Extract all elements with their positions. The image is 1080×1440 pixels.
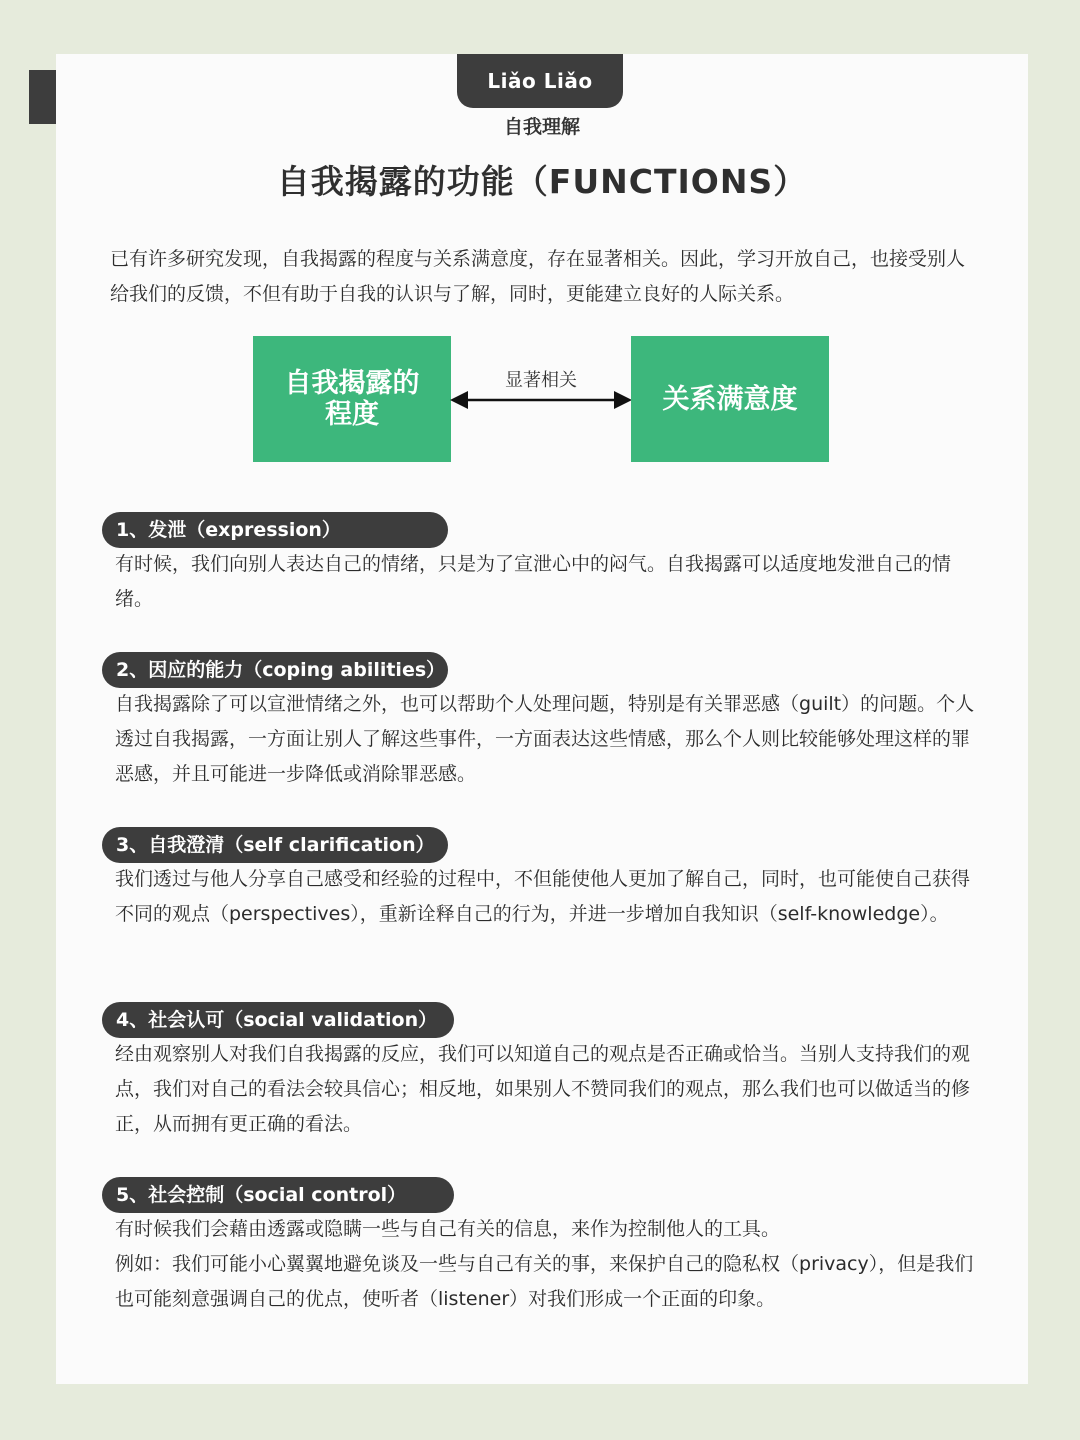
content-card: [56, 54, 1028, 1384]
page-title: 自我揭露的功能（FUNCTIONS）: [276, 162, 808, 201]
diagram-box-disclosure-line2: 程度: [325, 399, 379, 430]
section-paragraph: 有时候，我们向别人表达自己的情绪，只是为了宣泄心中的闷气。自我揭露可以适度地发泄自己的情绪。: [115, 553, 952, 610]
diagram-box-relationship-satisfaction: 关系满意度: [631, 336, 829, 462]
brand-logo: Liǎo Liǎo: [457, 54, 623, 108]
double-arrow-icon: [448, 388, 634, 412]
diagram-arrow-label: 显著相关: [505, 370, 577, 391]
section-paragraph: 经由观察别人对我们自我揭露的反应，我们可以知道自己的观点是否正确或恰当。当别人支持我们的观点，我们对自己的看法会较具信心；相反地，如果别人不赞同我们的观点，那么我们也可以做适当的修正，从而拥有更正确的看法。: [115, 1043, 971, 1135]
section-paragraph: 例如：我们可能小心翼翼地避免谈及一些与自己有关的事，来保护自己的隐私权（privacy），但是我们也可能刻意强调自己的优点，使听者（listener）对我们形成一个正面的印象。: [115, 1253, 974, 1310]
intro-paragraph: 已有许多研究发现，自我揭露的程度与关系满意度，存在显著相关。因此，学习开放自己，也接受别人给我们的反馈，不但有助于自我的认识与了解，同时，更能建立良好的人际关系。: [110, 248, 966, 305]
diagram-box-disclosure-degree: [253, 336, 451, 462]
side-tab-decoration: [29, 70, 56, 124]
category-label: 自我理解: [503, 116, 580, 138]
section-body-self-clarification: [115, 862, 977, 932]
diagram-box-disclosure-line1: 自我揭露的: [284, 368, 420, 399]
section-heading-coping-abilities: 2、因应的能力（coping abilities）: [102, 652, 448, 688]
section-heading-expression: 1、发泄（expression）: [102, 512, 448, 548]
section-heading-social-control: 5、社会控制（social control）: [102, 1177, 454, 1213]
section-paragraph: 自我揭露除了可以宣泄情绪之外，也可以帮助个人处理问题，特别是有关罪恶感（guilt）的问题。个人透过自我揭露，一方面让别人了解这些事件，一方面表达这些情感，那么个人则比较能够处理这样的罪恶感，并且可能进一步降低或消除罪恶感。: [115, 693, 975, 785]
section-paragraph: 有时候我们会藉由透露或隐瞒一些与自己有关的信息，来作为控制他人的工具。: [115, 1218, 781, 1240]
section-paragraph: 我们透过与他人分享自己感受和经验的过程中，不但能使他人更加了解自己，同时，也可能使自己获得不同的观点（perspectives），重新诠释自己的行为，并进一步增加自我知识（self-knowledge）。: [115, 868, 971, 925]
section-body-social-control: [115, 1212, 977, 1317]
section-body-social-validation: [115, 1037, 977, 1142]
section-heading-self-clarification: 3、自我澄清（self clarification）: [102, 827, 448, 863]
section-body-expression: [115, 547, 977, 617]
section-heading-social-validation: 4、社会认可（social validation）: [102, 1002, 454, 1038]
section-body-coping-abilities: [115, 687, 977, 792]
